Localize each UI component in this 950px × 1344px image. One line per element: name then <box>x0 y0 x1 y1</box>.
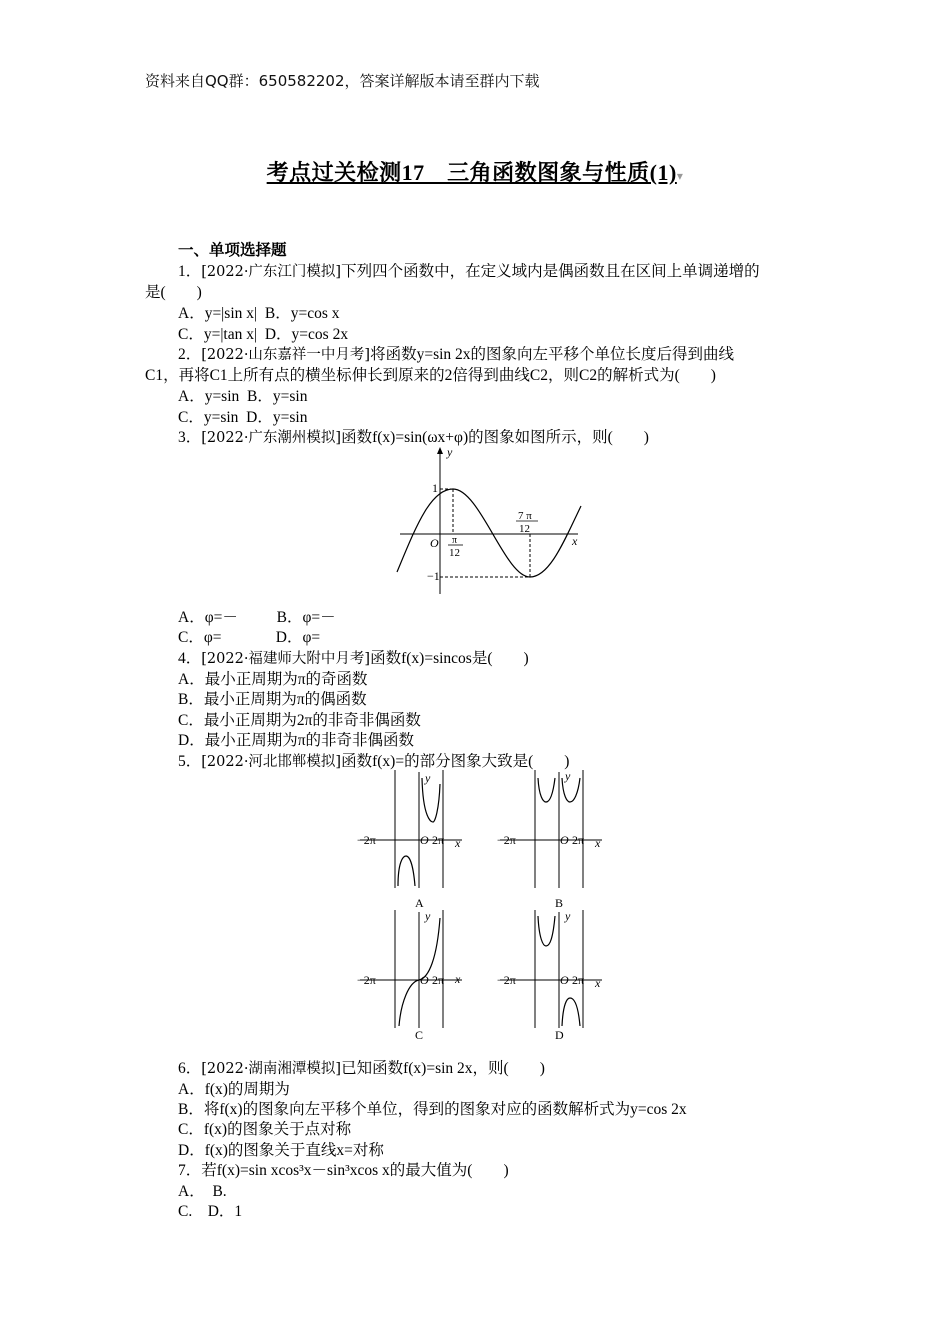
q5-stem: 函数f(x)=的部分图象大致是( ) <box>341 753 570 770</box>
q5b-origin-label: O <box>560 833 569 847</box>
q3-twelve-label: 12 <box>449 547 460 559</box>
q1-option-d: D．y=cos 2x <box>264 326 349 343</box>
q1-stem: 下列四个函数中，在定义域内是偶函数且在区间上单调递增的 <box>341 263 760 280</box>
q5a-y-label: y <box>425 771 431 785</box>
q4-source: [2022·福建师大附中月考] <box>201 651 371 667</box>
q6-option-d: D．f(x)的图象关于直线x=对称 <box>178 1142 384 1159</box>
q1-stem-cont: 是( ) <box>145 284 202 301</box>
q5c-origin-label: O <box>420 973 429 987</box>
q1-options-ab <box>178 301 339 323</box>
q1-option-b: B．y=cos x <box>264 305 340 322</box>
q5d-y-label: y <box>565 910 571 923</box>
q1-source: [2022·广东江门模拟] <box>201 264 342 280</box>
q5-number: 5． <box>178 753 202 770</box>
q7-stem: 若f(x)=sin xcos³x－sin³xcos x的最大值为( ) <box>201 1162 509 1179</box>
question-6 <box>178 1056 545 1078</box>
question-2 <box>178 342 734 364</box>
q5-graph-b <box>495 770 630 910</box>
q2-option-c: C．y=sin <box>178 409 239 426</box>
q3-options-cd <box>178 625 320 647</box>
q5a-x-label: x <box>455 836 461 850</box>
q2-options-cd <box>178 405 307 427</box>
q5a-lower-curve <box>398 856 415 886</box>
q3-source: [2022·广东潮州模拟] <box>201 430 342 446</box>
page-title <box>0 156 950 187</box>
q3-x-label: x <box>572 534 578 548</box>
q5d-upper-curve <box>538 916 555 946</box>
q5a-caption: A <box>415 896 424 910</box>
q6-stem: 已知函数f(x)=sin 2x，则( ) <box>341 1060 545 1077</box>
q5-source: [2022·河北邯郸模拟] <box>201 754 342 770</box>
q4-option-d: D．最小正周期为π的非奇非偶函数 <box>178 732 415 749</box>
q5c-pos-label: 2π <box>432 973 445 987</box>
q3-y-arrow-icon <box>437 447 443 454</box>
question-4 <box>178 646 529 668</box>
dropdown-mark-icon: ▾ <box>676 169 684 183</box>
q5a-neg-label: −2π <box>357 833 376 847</box>
q4-option-a: A．最小正周期为π的奇函数 <box>178 671 368 688</box>
section-heading: 一、单项选择题 <box>178 242 287 259</box>
q6-option-a: A．f(x)的周期为 <box>178 1081 290 1098</box>
q5c-caption: C <box>415 1028 424 1042</box>
q2-option-a: A．y=sin <box>178 388 240 405</box>
q3-stem: 函数f(x)=sin(ωx+φ)的图象如图所示，则( ) <box>341 429 649 446</box>
q3-label-minus-one: −1 <box>427 569 440 583</box>
q3-option-a: A．φ=－ <box>178 609 238 626</box>
q5-graph-c <box>355 910 490 1050</box>
q1-option-a: A．y=|sin x| <box>178 305 258 322</box>
q5d-neg-label: −2π <box>497 973 516 987</box>
q5d-lower-curve <box>562 998 580 1026</box>
q5c-y-label: y <box>425 910 431 923</box>
q5a-origin-label: O <box>420 833 429 847</box>
q5a-pos-label: 2π <box>432 833 445 847</box>
title-text: 考点过关检测17 三角函数图象与性质(1) <box>266 160 677 185</box>
q6-option-b: B．将f(x)的图象向左平移个单位，得到的图象对应的函数解析式为y=cos 2x <box>178 1101 687 1118</box>
q3-sine-graph <box>395 444 590 596</box>
q2-source: [2022·山东嘉祥一中月考] <box>201 347 371 363</box>
q5d-x-label: x <box>595 976 601 990</box>
q4-number: 4． <box>178 650 202 667</box>
q6-source: [2022·湖南湘潭模拟] <box>201 1061 342 1077</box>
q5-graph-a <box>355 770 490 910</box>
q6-number: 6． <box>178 1060 202 1077</box>
q7-number: 7． <box>178 1162 202 1179</box>
q2-option-b: B．y=sin <box>247 388 308 405</box>
q7-options-ab: A． B. <box>178 1183 227 1200</box>
q5b-pos-label: 2π <box>572 833 585 847</box>
q4-stem: 函数f(x)=sincos是( ) <box>370 650 529 667</box>
q6-option-c: C．f(x)的图象关于点对称 <box>178 1121 352 1138</box>
q3-option-b: B．φ=－ <box>276 609 336 626</box>
question-5 <box>178 749 569 771</box>
q5-graph-d <box>495 910 630 1050</box>
q5b-caption: B <box>555 896 564 910</box>
q5d-origin-label: O <box>560 973 569 987</box>
q3-options-ab <box>178 605 336 627</box>
q7-options-cd: C. D．1 <box>178 1203 243 1220</box>
q4-option-b: B．最小正周期为π的偶函数 <box>178 691 367 708</box>
q5d-pos-label: 2π <box>572 973 585 987</box>
q5c-neg-label: −2π <box>357 973 376 987</box>
q3-option-d: D．φ= <box>275 629 321 646</box>
q3-label-one: 1 <box>432 481 438 495</box>
q2-stem: 将函数y=sin 2x的图象向左平移个单位长度后得到曲线 <box>370 346 735 363</box>
q3-y-label: y <box>447 445 453 459</box>
q3-sine-curve <box>397 489 581 577</box>
question-7 <box>178 1158 509 1180</box>
source-header: 资料来自QQ群：650582202，答案详解版本请至群内下载 <box>145 72 540 90</box>
q2-stem-cont: C1，再将C1上所有点的横坐标伸长到原来的2倍得到曲线C2，则C2的解析式为( ) <box>145 367 716 384</box>
q5b-x-label: x <box>595 836 601 850</box>
q2-options-ab <box>178 384 307 406</box>
q3-origin-label: O <box>430 536 439 550</box>
q2-option-d: D．y=sin <box>246 409 308 426</box>
q5d-caption: D <box>555 1028 564 1042</box>
question-1 <box>178 259 760 281</box>
q3-pi-label: π <box>452 535 458 546</box>
q1-number: 1． <box>178 263 202 280</box>
q3-twelve2-label: 12 <box>519 523 530 535</box>
q5c-x-label: x <box>455 972 461 986</box>
q1-option-c: C．y=|tan x| <box>178 326 258 343</box>
q5b-neg-label: −2π <box>497 833 516 847</box>
q3-seven-pi-label: 7 π <box>518 510 532 522</box>
q4-option-c: C．最小正周期为2π的非奇非偶函数 <box>178 712 421 729</box>
q5b-left-curve <box>538 778 555 802</box>
q2-number: 2． <box>178 346 202 363</box>
q5b-y-label: y <box>565 770 571 783</box>
q3-option-c: C．φ= <box>178 629 222 646</box>
q1-options-cd <box>178 322 348 344</box>
q3-number: 3． <box>178 429 202 446</box>
